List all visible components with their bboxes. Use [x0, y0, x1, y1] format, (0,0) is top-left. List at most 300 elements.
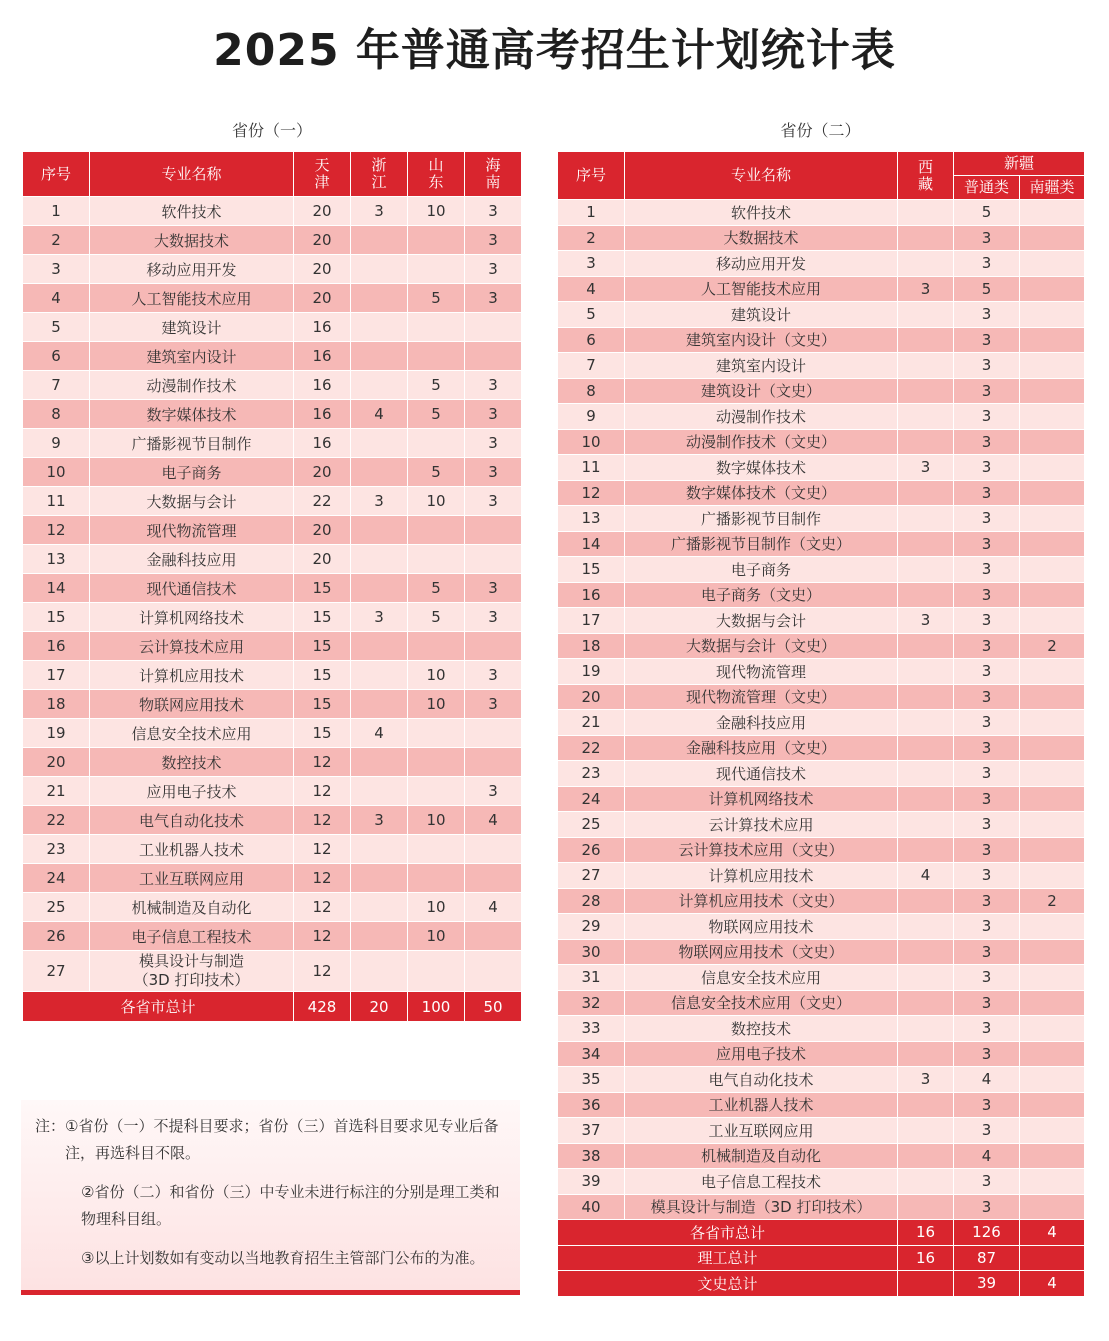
table-row: [558, 276, 1085, 302]
quota-xinjiang-putong: 3: [954, 404, 1020, 430]
quota-shandong: [408, 777, 465, 806]
row-number: 2: [23, 226, 90, 255]
major-name: 电子信息工程技术: [625, 1169, 898, 1195]
major-name: 人工智能技术应用: [625, 276, 898, 302]
quota-xizang: [898, 914, 954, 940]
quota-xinjiang-nanjiang: [1020, 1118, 1085, 1144]
quota-xizang: [898, 812, 954, 838]
row-number: 18: [23, 690, 90, 719]
table-row: [23, 342, 522, 371]
major-name: 电子商务（文史）: [625, 582, 898, 608]
major-name: 人工智能技术应用: [90, 284, 294, 313]
quota-xinjiang-nanjiang: [1020, 327, 1085, 353]
quota-zhejiang: 4: [351, 400, 408, 429]
quota-hainan: [465, 864, 522, 893]
quota-xizang: [898, 327, 954, 353]
quota-xizang: [898, 939, 954, 965]
quota-xinjiang-putong: 3: [954, 812, 1020, 838]
quota-xinjiang-putong: 5: [954, 276, 1020, 302]
quota-hainan: 3: [465, 603, 522, 632]
row-number: 11: [23, 487, 90, 516]
major-name: 电子商务: [90, 458, 294, 487]
quota-zhejiang: [351, 226, 408, 255]
row-number: 33: [558, 1016, 625, 1042]
row-number: 20: [558, 684, 625, 710]
quota-xizang: [898, 1092, 954, 1118]
quota-shandong: [408, 313, 465, 342]
total-label: 文史总计: [558, 1271, 898, 1297]
major-name: 计算机网络技术: [90, 603, 294, 632]
quota-xinjiang-nanjiang: 2: [1020, 633, 1085, 659]
quota-zhejiang: [351, 661, 408, 690]
quota-hainan: [465, 632, 522, 661]
major-name: 大数据与会计: [90, 487, 294, 516]
quota-tianjin: 16: [294, 400, 351, 429]
table-row: [558, 404, 1085, 430]
quota-xizang: 3: [898, 455, 954, 481]
table-row: [558, 378, 1085, 404]
quota-shandong: 5: [408, 284, 465, 313]
notes-box: [21, 1100, 520, 1295]
row-number: 29: [558, 914, 625, 940]
quota-xizang: [898, 710, 954, 736]
quota-xinjiang-putong: 3: [954, 659, 1020, 685]
major-name: 大数据技术: [90, 226, 294, 255]
quota-hainan: [465, 719, 522, 748]
quota-xinjiang-putong: 3: [954, 251, 1020, 277]
quota-xinjiang-putong: 3: [954, 786, 1020, 812]
quota-xinjiang-putong: 3: [954, 863, 1020, 889]
row-number: 23: [23, 835, 90, 864]
table-row: [23, 603, 522, 632]
quota-xizang: 3: [898, 276, 954, 302]
quota-tianjin: 12: [294, 777, 351, 806]
quota-zhejiang: [351, 777, 408, 806]
header-xinjiang: 新疆: [954, 152, 1085, 176]
table-row: [558, 888, 1085, 914]
quota-xizang: [898, 302, 954, 328]
quota-xizang: 4: [898, 863, 954, 889]
quota-hainan: 3: [465, 255, 522, 284]
total-label: 理工总计: [558, 1245, 898, 1271]
row-number: 13: [558, 506, 625, 532]
major-name: 工业机器人技术: [625, 1092, 898, 1118]
quota-hainan: 4: [465, 893, 522, 922]
quota-xizang: [898, 888, 954, 914]
quota-xinjiang-putong: 5: [954, 200, 1020, 226]
quota-xizang: [898, 225, 954, 251]
quota-hainan: 3: [465, 458, 522, 487]
quota-xinjiang-nanjiang: [1020, 965, 1085, 991]
quota-shandong: [408, 951, 465, 992]
row-number: 24: [23, 864, 90, 893]
major-name: 建筑室内设计: [625, 353, 898, 379]
quota-zhejiang: [351, 835, 408, 864]
quota-xinjiang-nanjiang: [1020, 684, 1085, 710]
header-name: 专业名称: [90, 152, 294, 197]
quota-zhejiang: 3: [351, 197, 408, 226]
row-number: 14: [23, 574, 90, 603]
quota-hainan: 3: [465, 574, 522, 603]
quota-xinjiang-nanjiang: [1020, 914, 1085, 940]
table-row: [23, 748, 522, 777]
table-row: [558, 1092, 1085, 1118]
quota-shandong: 10: [408, 690, 465, 719]
major-name: 计算机应用技术: [625, 863, 898, 889]
row-number: 35: [558, 1067, 625, 1093]
quota-xizang: [898, 506, 954, 532]
table-row: [558, 914, 1085, 940]
quota-xizang: [898, 531, 954, 557]
table-row: [23, 458, 522, 487]
quota-xinjiang-putong: 3: [954, 1016, 1020, 1042]
quota-xinjiang-nanjiang: [1020, 863, 1085, 889]
table-row: [23, 690, 522, 719]
table-row: [23, 255, 522, 284]
quota-tianjin: 15: [294, 690, 351, 719]
quota-hainan: 3: [465, 429, 522, 458]
quota-xinjiang-nanjiang: [1020, 276, 1085, 302]
row-number: 21: [558, 710, 625, 736]
quota-xizang: [898, 429, 954, 455]
note-item: ③以上计划数如有变动以当地教育招生主管部门公布的为准。: [81, 1249, 485, 1267]
major-name: 现代物流管理: [90, 516, 294, 545]
row-number: 18: [558, 633, 625, 659]
quota-shandong: 10: [408, 806, 465, 835]
major-name: 机械制造及自动化: [625, 1143, 898, 1169]
total-row: [558, 1220, 1085, 1246]
table-row: [558, 1169, 1085, 1195]
quota-shandong: [408, 226, 465, 255]
row-number: 17: [558, 608, 625, 634]
row-number: 26: [23, 922, 90, 951]
major-name: 动漫制作技术（文史）: [625, 429, 898, 455]
table-row: [23, 922, 522, 951]
quota-xinjiang-nanjiang: [1020, 608, 1085, 634]
quota-xizang: [898, 659, 954, 685]
table-row: [558, 200, 1085, 226]
major-name: 计算机应用技术（文史）: [625, 888, 898, 914]
header-putong: 普通类: [954, 176, 1020, 200]
quota-tianjin: 15: [294, 719, 351, 748]
major-name: 软件技术: [625, 200, 898, 226]
quota-xinjiang-nanjiang: [1020, 1067, 1085, 1093]
row-number: 2: [558, 225, 625, 251]
quota-xinjiang-nanjiang: [1020, 531, 1085, 557]
major-name: 建筑设计: [625, 302, 898, 328]
quota-xizang: [898, 990, 954, 1016]
quota-xinjiang-nanjiang: [1020, 837, 1085, 863]
quota-tianjin: 15: [294, 574, 351, 603]
table-row: [558, 353, 1085, 379]
major-name: 数字媒体技术: [90, 400, 294, 429]
table-row: [558, 531, 1085, 557]
major-name: 金融科技应用: [90, 545, 294, 574]
quota-xizang: [898, 761, 954, 787]
page-title: 2025 年普通高考招生计划统计表: [213, 25, 896, 76]
quota-xinjiang-putong: 3: [954, 506, 1020, 532]
quota-shandong: [408, 748, 465, 777]
quota-xinjiang-nanjiang: [1020, 429, 1085, 455]
major-name: 金融科技应用: [625, 710, 898, 736]
table-row: [558, 990, 1085, 1016]
major-name: 信息安全技术应用: [625, 965, 898, 991]
quota-hainan: 3: [465, 226, 522, 255]
header-xizang: 西 藏: [898, 152, 954, 200]
major-name: 数控技术: [625, 1016, 898, 1042]
table1-caption: 省份（一）: [231, 121, 312, 140]
quota-zhejiang: [351, 574, 408, 603]
quota-zhejiang: [351, 748, 408, 777]
quota-xinjiang-putong: 3: [954, 1194, 1020, 1220]
quota-zhejiang: 4: [351, 719, 408, 748]
quota-zhejiang: [351, 342, 408, 371]
quota-shandong: 5: [408, 400, 465, 429]
row-number: 22: [558, 735, 625, 761]
quota-shandong: [408, 632, 465, 661]
table-row: [558, 710, 1085, 736]
row-number: 23: [558, 761, 625, 787]
province-one-table: [22, 151, 522, 1022]
table-row: [558, 1194, 1085, 1220]
quota-xinjiang-nanjiang: [1020, 225, 1085, 251]
quota-xizang: [898, 378, 954, 404]
major-name: 移动应用开发: [90, 255, 294, 284]
table-row: [23, 371, 522, 400]
quota-xinjiang-putong: 3: [954, 582, 1020, 608]
total-xinjiang-nanjiang: 4: [1020, 1220, 1085, 1246]
quota-xizang: [898, 633, 954, 659]
quota-xizang: [898, 837, 954, 863]
quota-xinjiang-nanjiang: [1020, 582, 1085, 608]
quota-shandong: [408, 835, 465, 864]
major-name: 大数据技术: [625, 225, 898, 251]
row-number: 40: [558, 1194, 625, 1220]
table-row: [558, 225, 1085, 251]
quota-xizang: [898, 1118, 954, 1144]
quota-xizang: [898, 965, 954, 991]
quota-tianjin: 16: [294, 342, 351, 371]
quota-shandong: [408, 719, 465, 748]
quota-shandong: [408, 864, 465, 893]
quota-xinjiang-putong: 3: [954, 225, 1020, 251]
major-name: 电子商务: [625, 557, 898, 583]
quota-xinjiang-putong: 4: [954, 1143, 1020, 1169]
quota-xinjiang-putong: 4: [954, 1067, 1020, 1093]
major-name: 建筑室内设计: [90, 342, 294, 371]
row-number: 27: [23, 951, 90, 992]
major-name: 动漫制作技术: [90, 371, 294, 400]
quota-xinjiang-nanjiang: [1020, 557, 1085, 583]
total-xizang: 16: [898, 1245, 954, 1271]
table-row: [23, 429, 522, 458]
quota-tianjin: 20: [294, 226, 351, 255]
row-number: 37: [558, 1118, 625, 1144]
table-row: [23, 284, 522, 313]
quota-xinjiang-nanjiang: [1020, 939, 1085, 965]
quota-hainan: [465, 835, 522, 864]
row-number: 25: [23, 893, 90, 922]
total-shandong: 100: [408, 992, 465, 1022]
quota-xizang: [898, 557, 954, 583]
quota-xizang: [898, 1194, 954, 1220]
quota-zhejiang: [351, 255, 408, 284]
major-name: 物联网应用技术: [90, 690, 294, 719]
quota-xinjiang-nanjiang: [1020, 735, 1085, 761]
quota-xinjiang-putong: 3: [954, 327, 1020, 353]
row-number: 5: [23, 313, 90, 342]
quota-xinjiang-putong: 3: [954, 735, 1020, 761]
total-tianjin: 428: [294, 992, 351, 1022]
major-name: 物联网应用技术: [625, 914, 898, 940]
quota-xinjiang-nanjiang: [1020, 353, 1085, 379]
quota-zhejiang: [351, 632, 408, 661]
quota-shandong: 5: [408, 371, 465, 400]
major-name: 软件技术: [90, 197, 294, 226]
major-name: 数字媒体技术（文史）: [625, 480, 898, 506]
quota-xinjiang-nanjiang: [1020, 990, 1085, 1016]
row-number: 3: [558, 251, 625, 277]
quota-tianjin: 20: [294, 458, 351, 487]
quota-xinjiang-putong: 3: [954, 302, 1020, 328]
quota-hainan: [465, 951, 522, 992]
quota-shandong: [408, 342, 465, 371]
row-number: 36: [558, 1092, 625, 1118]
row-number: 16: [558, 582, 625, 608]
quota-hainan: [465, 748, 522, 777]
table-row: [23, 719, 522, 748]
quota-xinjiang-putong: 3: [954, 1118, 1020, 1144]
major-name: 信息安全技术应用（文史）: [625, 990, 898, 1016]
table-row: [558, 1118, 1085, 1144]
quota-shandong: [408, 255, 465, 284]
header-hainan: 海 南: [465, 152, 522, 197]
table-row: [558, 429, 1085, 455]
header-nanjiang: 南疆类: [1020, 176, 1085, 200]
row-number: 31: [558, 965, 625, 991]
quota-xizang: [898, 582, 954, 608]
quota-tianjin: 20: [294, 255, 351, 284]
major-name: 模具设计与制造 （3D 打印技术）: [90, 951, 294, 992]
quota-xinjiang-putong: 3: [954, 939, 1020, 965]
table-row: [558, 684, 1085, 710]
total-xinjiang-putong: 126: [954, 1220, 1020, 1246]
row-number: 7: [558, 353, 625, 379]
major-name: 广播影视节目制作: [625, 506, 898, 532]
table-row: [23, 864, 522, 893]
quota-tianjin: 20: [294, 197, 351, 226]
row-number: 13: [23, 545, 90, 574]
quota-xinjiang-nanjiang: [1020, 480, 1085, 506]
quota-hainan: [465, 516, 522, 545]
header-no: 序号: [558, 152, 625, 200]
quota-hainan: 4: [465, 806, 522, 835]
quota-zhejiang: [351, 371, 408, 400]
quota-hainan: 3: [465, 197, 522, 226]
table-row: [23, 661, 522, 690]
quota-shandong: 10: [408, 893, 465, 922]
major-name: 金融科技应用（文史）: [625, 735, 898, 761]
quota-xizang: [898, 404, 954, 430]
row-number: 12: [23, 516, 90, 545]
major-name: 数字媒体技术: [625, 455, 898, 481]
quota-xinjiang-nanjiang: [1020, 1092, 1085, 1118]
table-row: [23, 893, 522, 922]
quota-shandong: [408, 429, 465, 458]
table-row: [558, 1067, 1085, 1093]
quota-xizang: [898, 480, 954, 506]
quota-xizang: [898, 735, 954, 761]
header-shandong: 山 东: [408, 152, 465, 197]
quota-xinjiang-putong: 3: [954, 837, 1020, 863]
major-name: 计算机应用技术: [90, 661, 294, 690]
row-number: 21: [23, 777, 90, 806]
quota-tianjin: 12: [294, 951, 351, 992]
quota-shandong: 10: [408, 487, 465, 516]
quota-shandong: 5: [408, 603, 465, 632]
table-row: [23, 777, 522, 806]
row-number: 3: [23, 255, 90, 284]
total-xizang: [898, 1271, 954, 1297]
total-zhejiang: 20: [351, 992, 408, 1022]
row-number: 27: [558, 863, 625, 889]
note-item: ①省份（一）不提科目要求；省份（三）首选科目要求见专业后备注，再选科目不限。: [65, 1117, 499, 1162]
quota-zhejiang: [351, 864, 408, 893]
major-name: 云计算技术应用（文史）: [625, 837, 898, 863]
row-number: 1: [23, 197, 90, 226]
major-name: 建筑设计（文史）: [625, 378, 898, 404]
table-row: [558, 939, 1085, 965]
quota-zhejiang: [351, 893, 408, 922]
major-name: 建筑设计: [90, 313, 294, 342]
quota-xizang: [898, 1016, 954, 1042]
table-row: [23, 487, 522, 516]
row-number: 10: [558, 429, 625, 455]
table-row: [558, 608, 1085, 634]
quota-xinjiang-nanjiang: [1020, 1016, 1085, 1042]
row-number: 22: [23, 806, 90, 835]
quota-tianjin: 20: [294, 284, 351, 313]
quota-tianjin: 16: [294, 429, 351, 458]
major-name: 动漫制作技术: [625, 404, 898, 430]
quota-zhejiang: [351, 313, 408, 342]
quota-tianjin: 12: [294, 922, 351, 951]
major-name: 电子信息工程技术: [90, 922, 294, 951]
quota-xizang: [898, 1143, 954, 1169]
row-number: 24: [558, 786, 625, 812]
row-number: 28: [558, 888, 625, 914]
quota-tianjin: 12: [294, 893, 351, 922]
quota-tianjin: 12: [294, 835, 351, 864]
quota-xinjiang-putong: 3: [954, 761, 1020, 787]
row-number: 32: [558, 990, 625, 1016]
major-name: 现代通信技术: [90, 574, 294, 603]
quota-xinjiang-nanjiang: [1020, 1194, 1085, 1220]
table-row: [558, 812, 1085, 838]
quota-xinjiang-nanjiang: 2: [1020, 888, 1085, 914]
table-row: [558, 633, 1085, 659]
quota-hainan: 3: [465, 661, 522, 690]
quota-hainan: [465, 545, 522, 574]
table-row: [558, 1016, 1085, 1042]
quota-zhejiang: [351, 545, 408, 574]
major-name: 广播影视节目制作（文史）: [625, 531, 898, 557]
quota-xinjiang-nanjiang: [1020, 812, 1085, 838]
total-hainan: 50: [465, 992, 522, 1022]
quota-xinjiang-nanjiang: [1020, 378, 1085, 404]
quota-xinjiang-nanjiang: [1020, 302, 1085, 328]
major-name: 应用电子技术: [90, 777, 294, 806]
